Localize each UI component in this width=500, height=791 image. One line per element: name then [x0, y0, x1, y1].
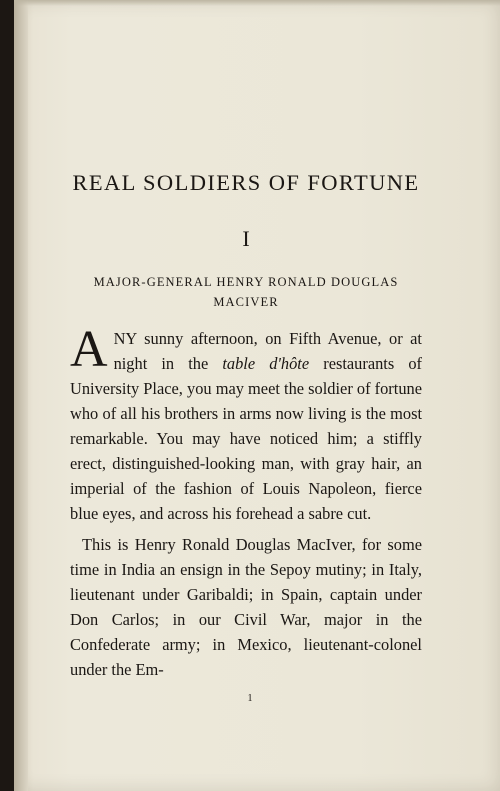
chapter-heading [70, 272, 422, 312]
paragraph-1-opening: NY sunny afternoon, on Fifth Avenue, or at night in the [113, 329, 422, 373]
chapter-heading-line-1: MAJOR-GENERAL HENRY RONALD DOUGLAS [93, 275, 399, 289]
book-title: REAL SOLDIERS OF FORTUNE [72, 170, 420, 195]
chapter-heading-line-2: MACIVER [213, 295, 279, 309]
paragraph-1 [70, 321, 422, 526]
page-number: 1 [247, 693, 253, 704]
binding-gutter [14, 0, 28, 791]
drop-cap: A [70, 321, 108, 378]
paragraph-1-rest: restaurants of University Place, you may meet the soldier of fortune who of all his brothers in arms now living is the most remarkable. You may have noticed him; a stiffly erect, distinguished-looking man, with gray hair, an imperial of the fashion of Louis Napoleon, fierce blue eyes, and across his forehead a sabre cut. [70, 354, 422, 523]
page-top-edge [14, 0, 500, 6]
paragraph-1-italic: table d'hôte [222, 354, 310, 373]
paragraph-2: This is Henry Ronald Douglas MacIver, for some time in India an ensign in the Sepoy mutiny; in Italy, lieutenant under Garibaldi; in Spain, captain under Don Carlos; in our Civil War, major in the Confederate army; in Mexico, lieutenant-colonel under the Em- [70, 535, 422, 679]
text-block [70, 170, 422, 682]
chapter-number: I [242, 226, 250, 251]
